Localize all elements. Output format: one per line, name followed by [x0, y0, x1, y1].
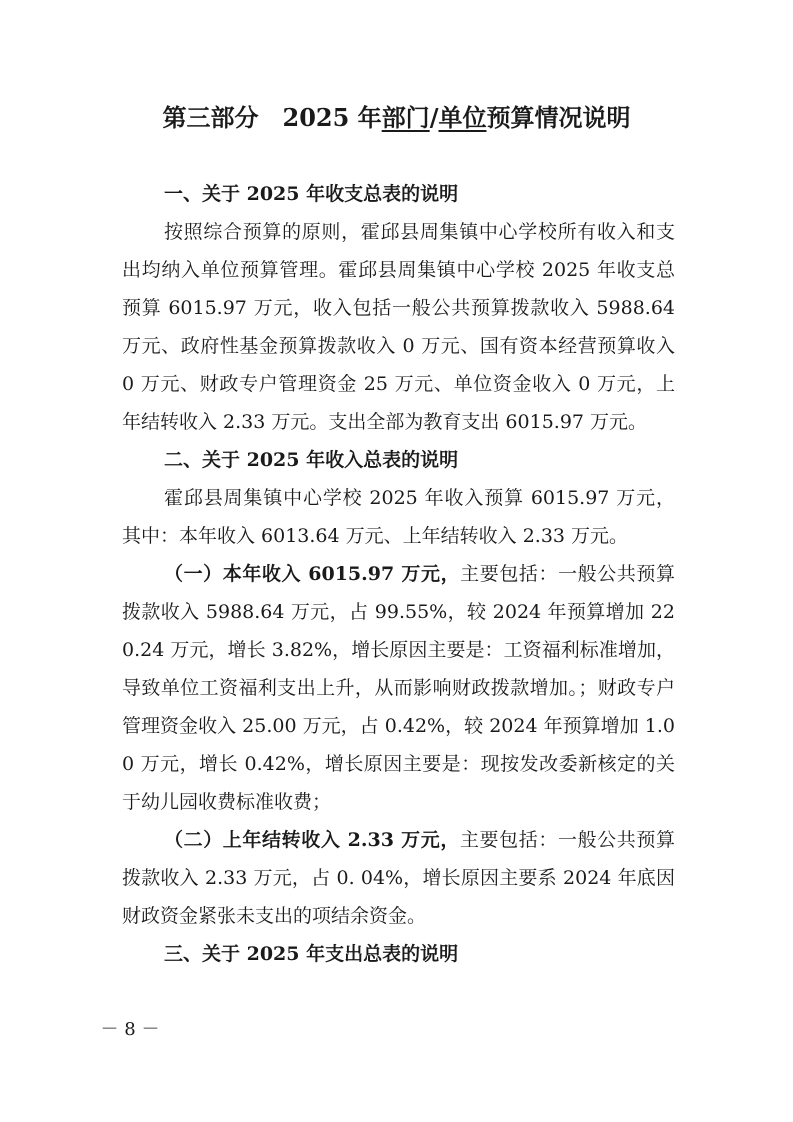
- section-1-paragraph: 按照综合预算的原则，霍邱县周集镇中心学校所有收入和支出均纳入单位预算管理。霍邱县周集镇中心学校 2025 年收支总预算 6015.97 万元，收入包括一般公共预算拨款收入 5988.64 万元、政府性基金预算拨款收入 0 万元、国有资本经营预算收入 0 万元、财政专户管理资金 25 万元、单位资金收入 0 万元，上年结转收入 2.33 万元。支出全部为教育支出 6015.97 万元。: [122, 221, 675, 433]
- title-slash: /: [429, 103, 439, 132]
- title-year: 2025 年: [282, 103, 382, 132]
- section-2-item-2-text: 主要包括：一般公共预算拨款收入 2.33 万元，占 0. 04%，增长原因主要系 2024 年底因财政资金紧张未支出的项结余资金。: [122, 829, 675, 927]
- title-dept: 部门: [381, 103, 430, 132]
- document-body: [122, 175, 675, 973]
- section-3-heading: 三、关于 2025 年支出总表的说明: [164, 943, 459, 965]
- section-2-item-1: [122, 555, 675, 821]
- title-unit: 单位: [438, 103, 487, 132]
- page-title: [0, 98, 793, 138]
- title-part: 第三部分: [162, 103, 259, 132]
- section-1-heading: 一、关于 2025 年收支总表的说明: [164, 183, 459, 205]
- section-2-item-1-text: 主要包括：一般公共预算拨款收入 5988.64 万元，占 99.55%，较 2024 年预算增加 220.24 万元，增长 3.82%，增长原因主要是：工资福利标准增加，导致单位工资福利支出上升，从而影响财政拨款增加。；财政专户管理资金收入 25.00 万元，占 0.42%，较 2024 年预算增加 1.00 万元，增长 0.42%，增长原因主要是：现按发改委新核定的关于幼儿园收费标准收费；: [122, 563, 675, 813]
- section-2-item-2: [122, 821, 675, 935]
- title-rest: 预算情况说明: [486, 103, 631, 132]
- section-2-heading: 二、关于 2025 年收入总表的说明: [164, 449, 459, 471]
- section-2-item-2-lead: （二）上年结转收入 2.33 万元，: [164, 829, 460, 851]
- section-2-intro: 霍邱县周集镇中心学校 2025 年收入预算 6015.97 万元，其中：本年收入 6013.64 万元、上年结转收入 2.33 万元。: [122, 487, 675, 547]
- page-number: － 8 －: [100, 1019, 160, 1040]
- section-2-item-1-lead: （一）本年收入 6015.97 万元，: [164, 563, 461, 585]
